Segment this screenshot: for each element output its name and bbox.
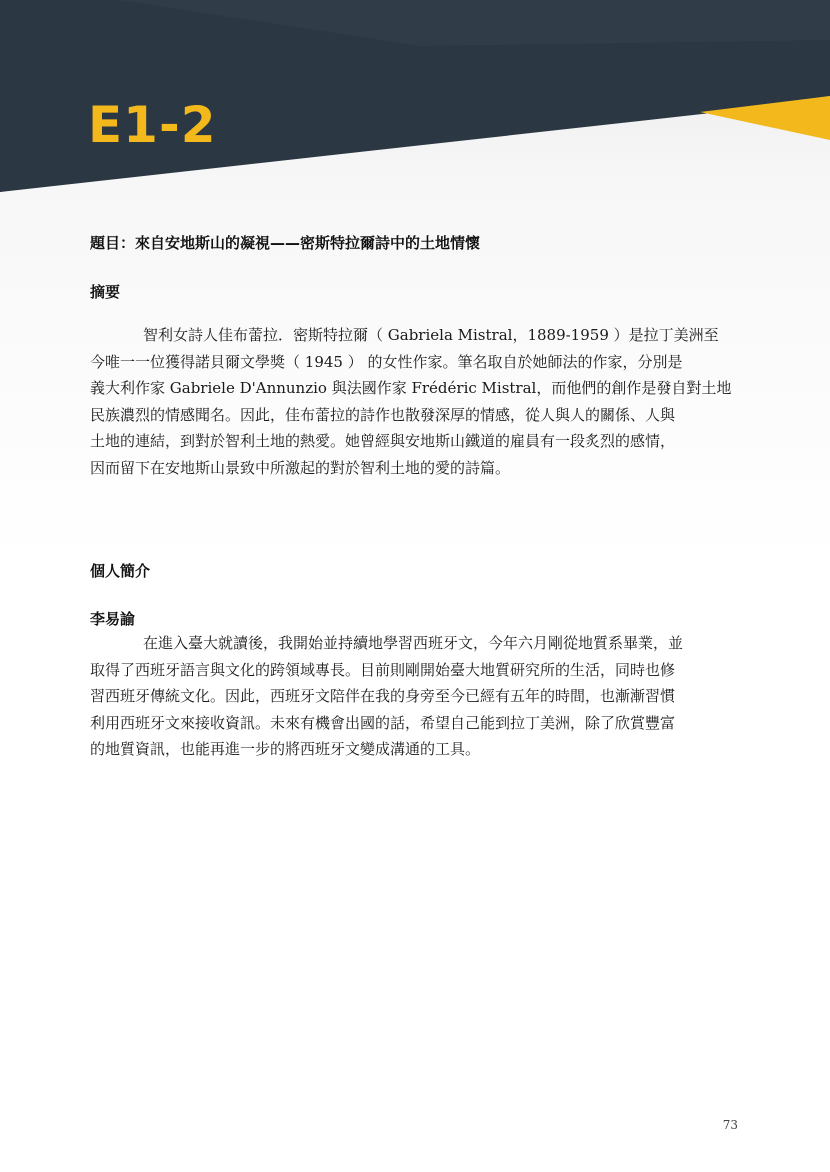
abstract-line: 今唯一一位獲得諾貝爾文學獎（ 1945 ） 的女性作家。筆名取自於她師法的作家，分別是 (90, 352, 683, 371)
abstract-line: 民族濃烈的情感聞名。因此，佳布蕾拉的詩作也散發深厚的情感，從人與人的關係、人與 (90, 405, 676, 424)
bio-line: 取得了西班牙語言與文化的跨領域專長。目前則剛開始臺大地質研究所的生活，同時也修 (90, 660, 676, 679)
bio-paragraph (90, 630, 740, 763)
bio-line: 在進入臺大就讀後，我開始並持續地學習西班牙文，今年六月剛從地質系畢業，並 (143, 634, 684, 652)
abstract-line: 智利女詩人佳布蕾拉．密斯特拉爾（ Gabriela Mistral，1889-1959 ）是拉丁美洲至 (143, 326, 719, 344)
bio-heading: 個人簡介 (90, 562, 151, 580)
abstract-line: 因而留下在安地斯山景致中所激起的對於智利土地的愛的詩篇。 (90, 458, 511, 477)
abstract-line: 義大利作家 Gabriele D'Annunzio 與法國作家 Frédéric Mistral，而他們的創作是發自對土地 (90, 379, 732, 397)
paper-title: 題目：來自安地斯山的凝視——密斯特拉爾詩中的土地情懷 (90, 234, 481, 252)
author-name: 李易諭 (90, 610, 136, 628)
bio-line: 習西班牙傳統文化。因此，西班牙文陪伴在我的身旁至今已經有五年的時間，也漸漸習慣 (90, 687, 676, 705)
abstract-paragraph (90, 322, 740, 481)
bio-line: 利用西班牙文來接收資訊。未來有機會出國的話，希望自己能到拉丁美洲，除了欣賞豐富 (90, 713, 676, 732)
abstract-line: 土地的連結，到對於智利土地的熱愛。她曾經與安地斯山鐵道的雇員有一段炙烈的感情， (90, 432, 676, 450)
section-code: E1-2 (88, 96, 217, 154)
bio-line: 的地質資訊，也能再進一步的將西班牙文變成溝通的工具。 (90, 740, 481, 758)
page-number: 73 (722, 1118, 738, 1132)
page-header-banner (0, 0, 830, 200)
abstract-heading: 摘要 (90, 283, 121, 301)
